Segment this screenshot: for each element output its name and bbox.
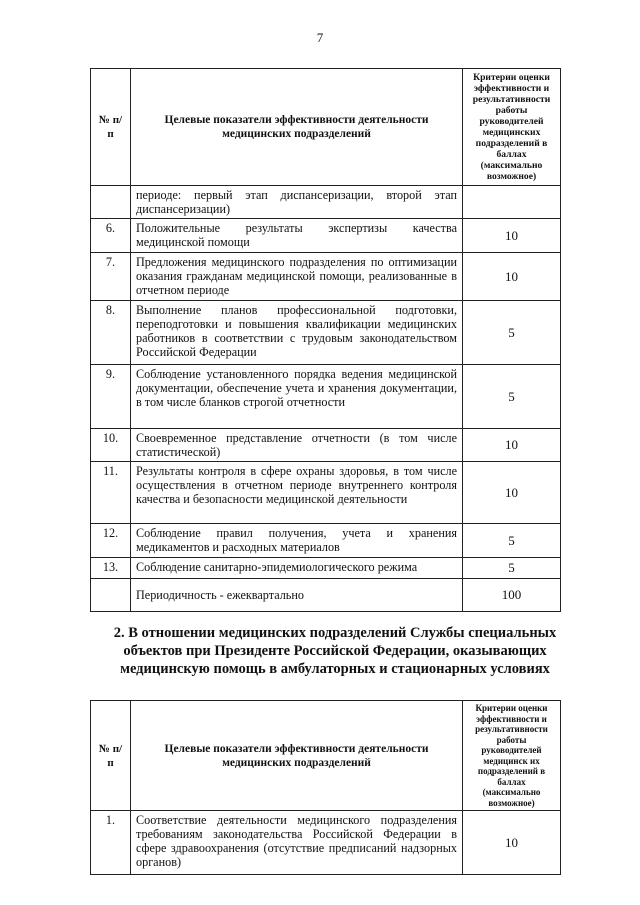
table-row: 1. Соответствие деятельности медицинского подразделения требованиям законодательства Российской Федерации в сфере здравоохранения (отсутствие предписаний надзорных органов) 10 xyxy=(91,811,561,875)
header-indicator: Целевые показатели эффективности деятельности медицинских подразделений xyxy=(131,69,463,186)
header-num: № п/п xyxy=(91,701,131,811)
table-row: 12. Соблюдение правил получения, учета и хранения медикаментов и расходных материалов 5 xyxy=(91,524,561,558)
header-criteria: Критерии оценки эффективности и результативности работы руководителей медицинск их подразделений в баллах (максимально возможное) xyxy=(463,701,561,811)
header-indicator: Целевые показатели эффективности деятельности медицинских подразделений xyxy=(131,701,463,811)
table-row: 13. Соблюдение санитарно-эпидемиологического режима 5 xyxy=(91,558,561,579)
indicators-table-2 xyxy=(90,700,561,875)
table-row: 9. Соблюдение установленного порядка ведения медицинской документации, обеспечение учета и хранения документации, в том числе бланков строгой отчетности 5 xyxy=(91,365,561,429)
table-row: Периодичность - ежеквартально 100 xyxy=(91,579,561,612)
table-row: периоде: первый этап диспансеризации, второй этап диспансеризации) xyxy=(91,186,561,219)
section-2-heading: 2. В отношении медицинских подразделений Службы специальных объектов при Президенте Российской Федерации, оказывающих медицинскую помощь в амбулаторных и стационарных условиях xyxy=(113,625,557,677)
table-row: 11. Результаты контроля в сфере охраны здоровья, в том числе осуществления в отчетном периоде внутреннего контроля качества и безопасности медицинской деятельности 10 xyxy=(91,462,561,524)
table-row: 7. Предложения медицинского подразделения по оптимизации оказания гражданам медицинской помощи, реализованные в отчетном периоде 10 xyxy=(91,253,561,301)
page-number: 7 xyxy=(316,30,324,45)
header-num: № п/п xyxy=(91,69,131,186)
table-row: 8. Выполнение планов профессиональной подготовки, переподготовки и повышения квалификации медицинских работников в соответствии с трудовым законодательством Российской Федерации 5 xyxy=(91,301,561,365)
table-row: 10. Своевременное представление отчетности (в том числе статистической) 10 xyxy=(91,429,561,462)
table-row: 6. Положительные результаты экспертизы качества медицинской помощи 10 xyxy=(91,219,561,253)
header-criteria: Критерии оценки эффективности и результативности работы руководителей медицинских подразделений в баллах (максимально возможное) xyxy=(463,69,561,186)
indicators-table-main xyxy=(90,68,561,612)
